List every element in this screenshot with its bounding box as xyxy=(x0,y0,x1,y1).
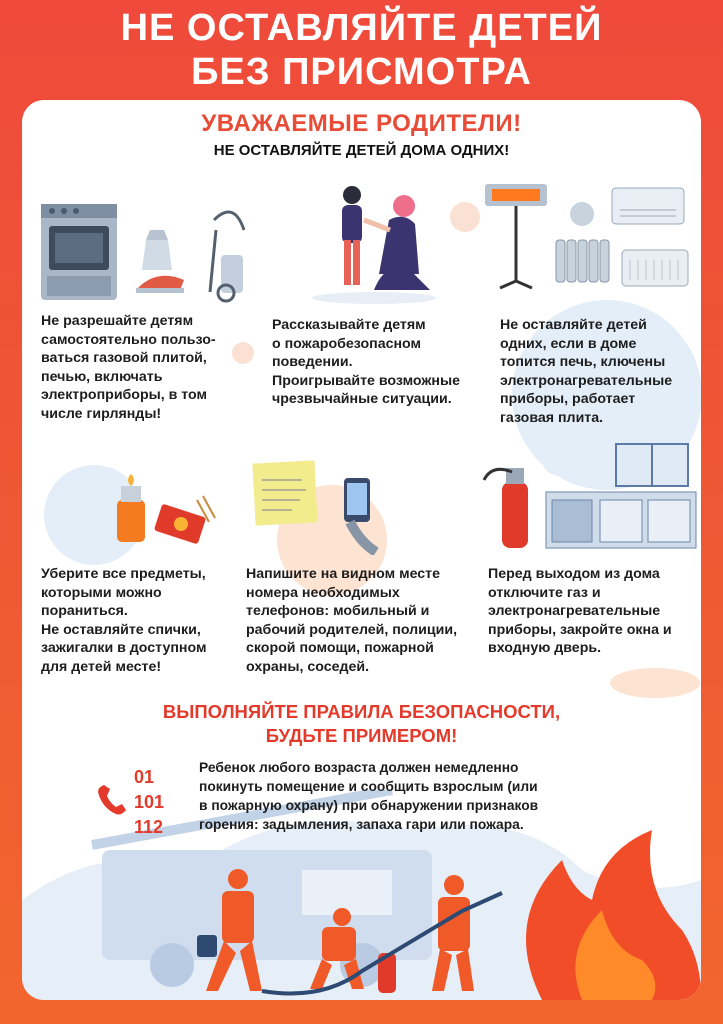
tip-heaters xyxy=(500,316,672,427)
tip-line: поведении. xyxy=(272,354,353,370)
content-card xyxy=(22,100,701,1000)
tip-line: электронагревательные xyxy=(488,603,661,619)
tip-line: чрезвычайные ситуации. xyxy=(272,391,452,407)
tip-line: входную дверь. xyxy=(488,640,602,656)
tip-line: номера необходимых xyxy=(246,584,400,601)
emergency-line: Ребенок любого возраста должен немедленно xyxy=(199,760,519,775)
tip-line: пораниться. xyxy=(41,603,128,619)
heaters-illustration xyxy=(482,180,697,295)
tip-line: самостоятельно пользо- xyxy=(41,331,216,348)
rules-heading xyxy=(22,700,701,748)
lighter-matches-illustration xyxy=(107,472,217,547)
firefighters-illustration xyxy=(172,865,512,1000)
decor-blob xyxy=(232,342,254,364)
tip-line: отключите газ и xyxy=(488,584,601,601)
tip-fire-safety-talk xyxy=(272,316,460,409)
tip-line: приборы, работает xyxy=(500,391,636,407)
tip-line: охраны, соседей. xyxy=(246,658,370,675)
tip-line: для детей месте! xyxy=(41,658,162,675)
emergency-line: горения: задымления, запаха гари или пожара. xyxy=(199,817,524,832)
tip-line: электроприборы, в том xyxy=(41,387,208,403)
tip-line: печью, включать xyxy=(41,368,163,385)
phone-number: 112 xyxy=(134,817,164,837)
tip-line: Не оставляйте детей xyxy=(500,317,647,333)
tip-line: Перед выходом из дома xyxy=(488,566,660,582)
tip-line: о пожаробезопасном xyxy=(272,335,422,352)
emergency-line: покинуть помещение и сообщить взрослым (или xyxy=(199,779,538,794)
tip-phone-numbers xyxy=(246,565,457,676)
tip-line: Не разрешайте детям xyxy=(41,313,194,329)
emergency-phone-numbers xyxy=(134,765,164,840)
heading-dear-parents: УВАЖАЕМЫЕ РОДИТЕЛИ! xyxy=(201,110,522,137)
tip-line: одних, если в доме xyxy=(500,335,637,352)
tip-line: Проигрывайте возможные xyxy=(272,372,461,389)
tip-line: приборы, закройте окна и xyxy=(488,621,672,638)
tip-line: топится печь, ключены xyxy=(500,354,666,370)
phone-number: 01 xyxy=(134,767,155,787)
page-title xyxy=(0,6,723,94)
tip-line: газовая плита. xyxy=(500,409,604,426)
decor-blob xyxy=(450,202,480,232)
parent-child-illustration xyxy=(304,180,444,305)
tip-gas-stove xyxy=(41,312,216,423)
tip-before-leaving xyxy=(488,565,672,658)
emergency-instructions xyxy=(199,758,538,834)
decor-blob xyxy=(610,668,700,698)
tip-line: которыми можно xyxy=(41,584,162,601)
rules-line-2: БУДЬТЕ ПРИМЕРОМ! xyxy=(265,725,458,746)
tip-line: зажигалки в доступном xyxy=(41,640,207,656)
tip-line: Рассказывайте детям xyxy=(272,317,426,333)
tip-line: Не оставляйте спички, xyxy=(41,621,201,638)
phone-number: 101 xyxy=(134,792,165,812)
emergency-line: в пожарную охрану) при обнаружении признаков xyxy=(199,798,539,813)
kitchen-extinguisher-illustration xyxy=(482,440,697,555)
subheading: НЕ ОСТАВЛЯЙТЕ ДЕТЕЙ ДОМА ОДНИХ! xyxy=(213,142,510,159)
appliances-illustration xyxy=(36,200,246,305)
page-title-line-2: БЕЗ ПРИСМОТРА xyxy=(191,51,532,93)
tip-line: ваться газовой плитой, xyxy=(41,350,207,366)
note-phone-illustration xyxy=(252,460,382,555)
tip-sharp-objects xyxy=(41,565,206,676)
rules-line-1: ВЫПОЛНЯЙТЕ ПРАВИЛА БЕЗОПАСНОСТИ, xyxy=(162,701,561,722)
tip-line: числе гирлянды! xyxy=(41,405,162,422)
tip-line: телефонов: мобильный и xyxy=(246,603,430,619)
page-title-line-1: НЕ ОСТАВЛЯЙТЕ ДЕТЕЙ xyxy=(120,7,603,49)
tip-line: Уберите все предметы, xyxy=(41,566,206,582)
tip-line: скорой помощи, пожарной xyxy=(246,640,434,656)
tip-line: электронагревательные xyxy=(500,372,673,389)
tip-line: Напишите на видном месте xyxy=(246,566,441,582)
phone-icon xyxy=(98,783,126,815)
tip-line: рабочий родителей, полиции, xyxy=(246,621,458,638)
